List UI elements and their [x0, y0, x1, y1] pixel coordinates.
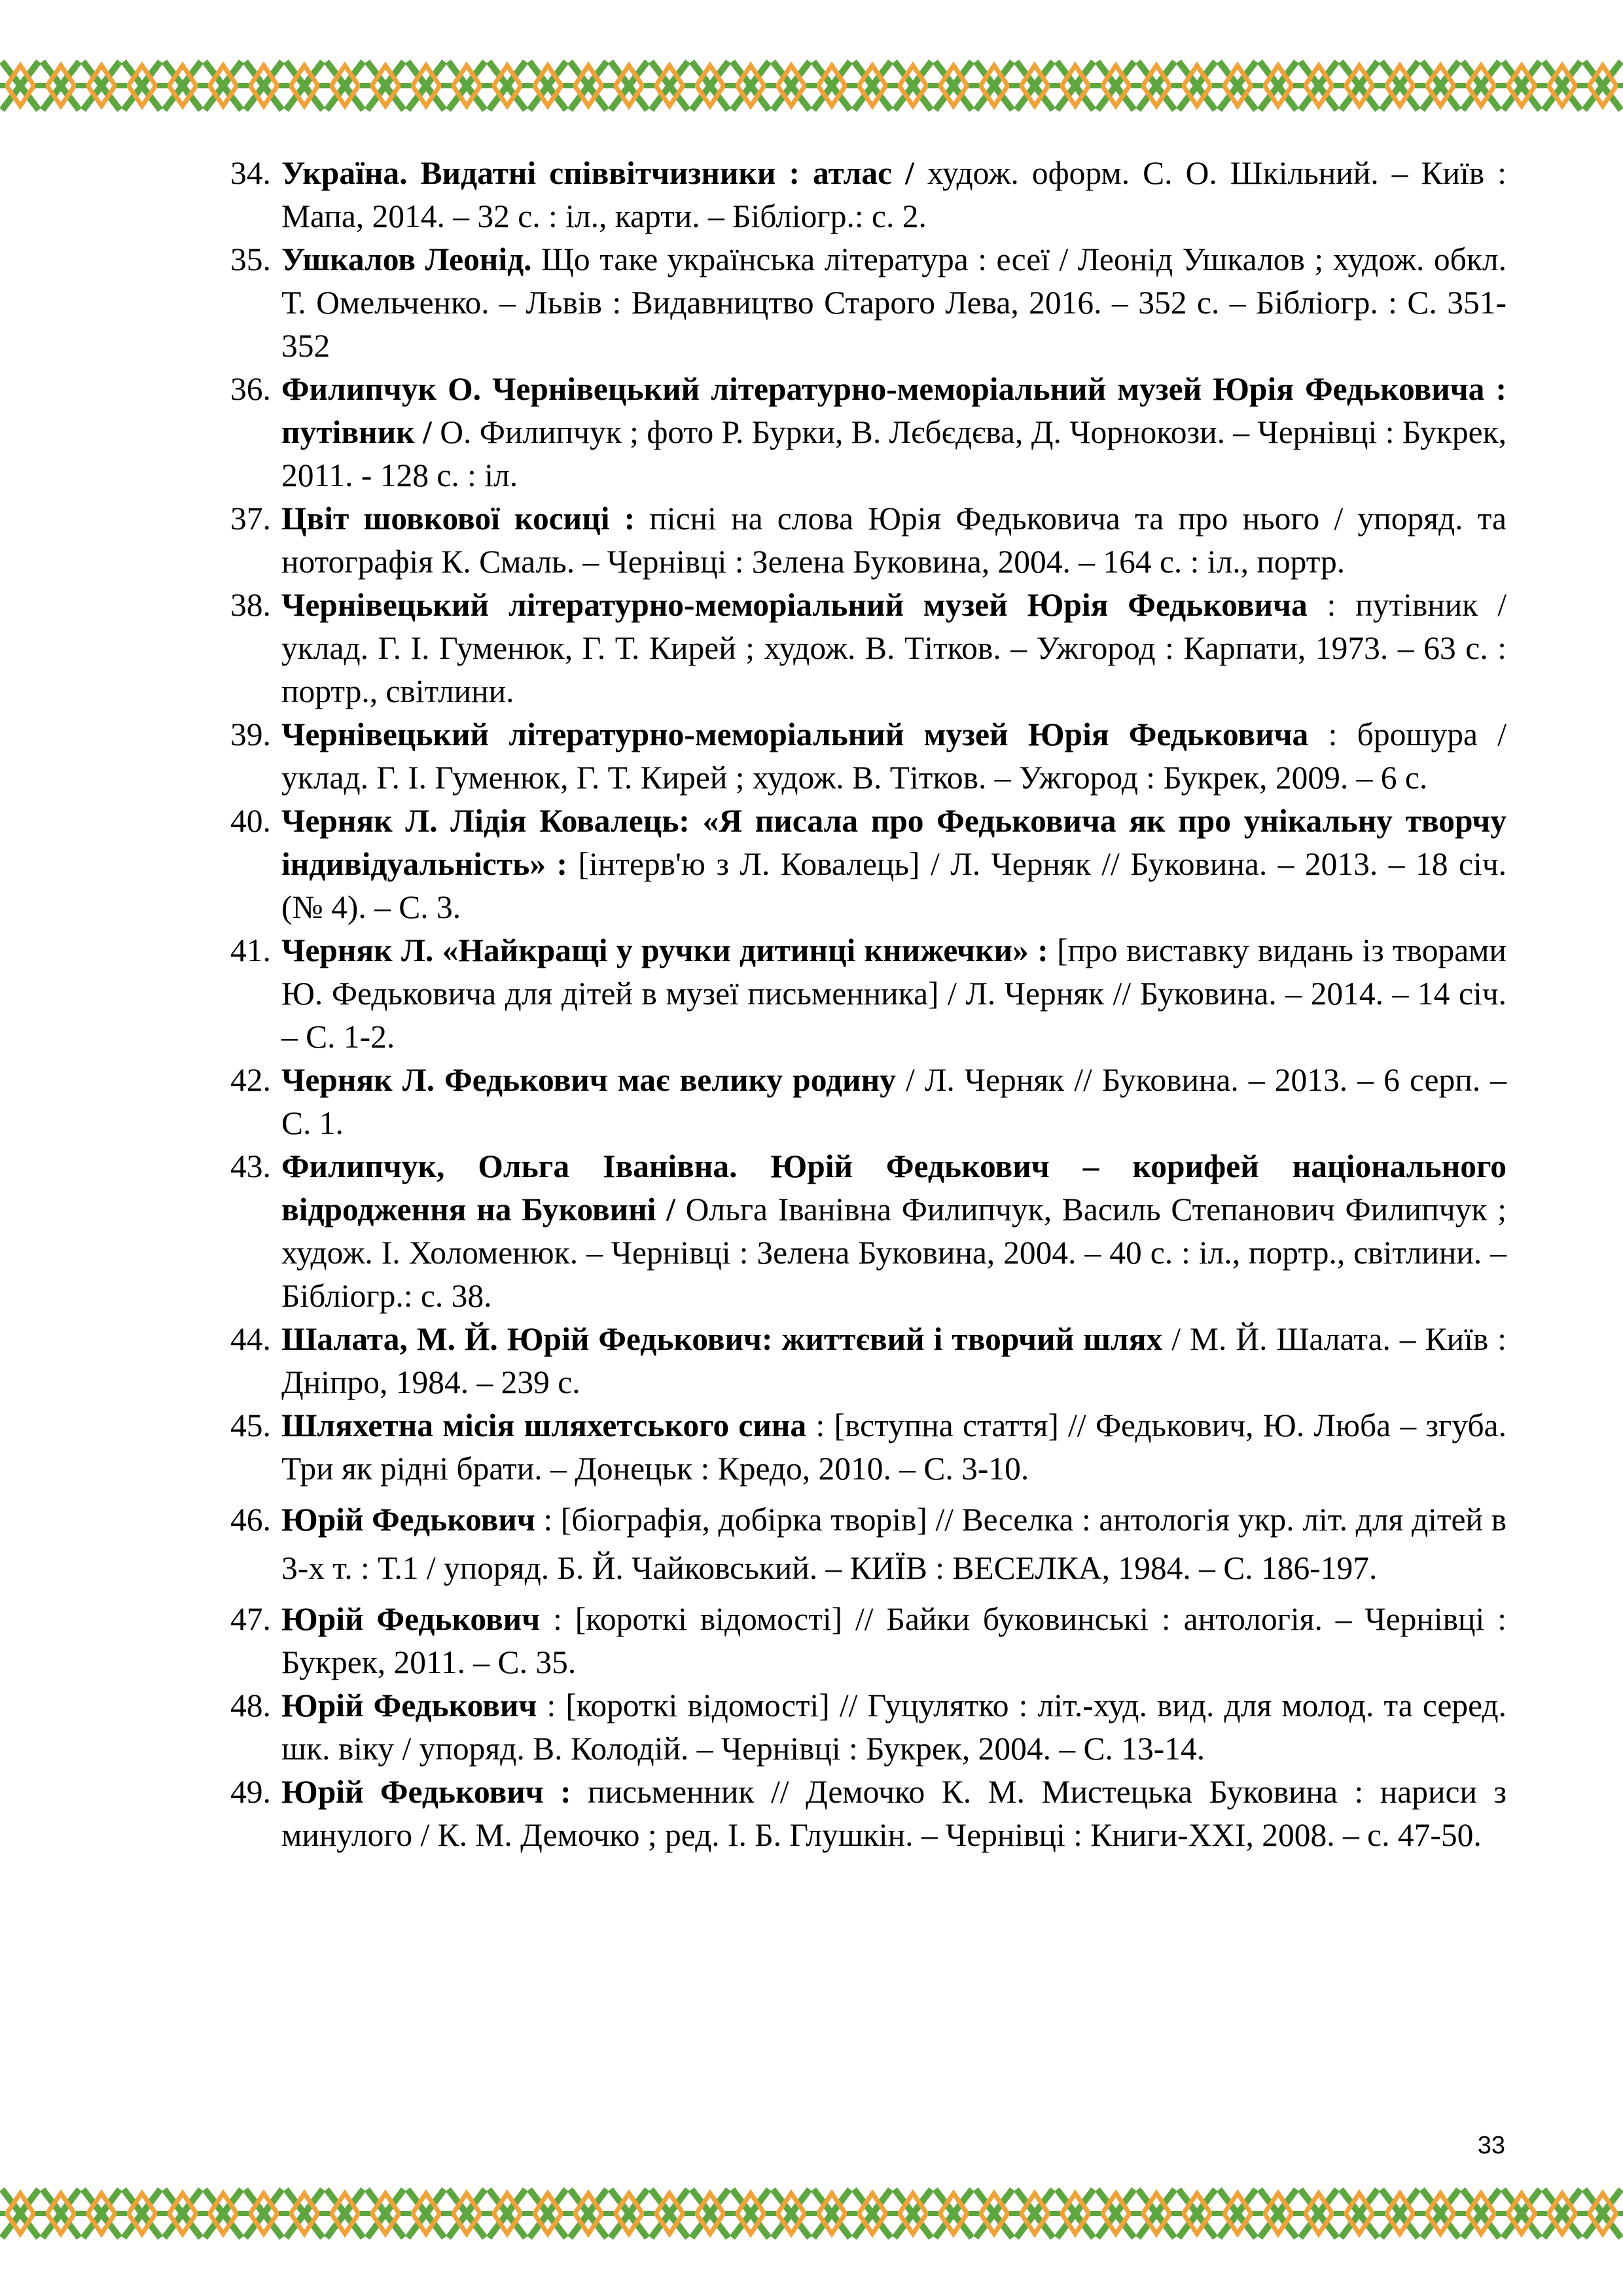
- bibliography-entry: [230, 1496, 1507, 1593]
- bibliography-entry: [230, 1771, 1507, 1857]
- entry-details: [про виставку видань із творами Ю. Федьковича для дітей в музеї письменника] / Л. Черняк // Буковина. – 2014. – 14 січ. – С. 1-2.: [281, 932, 1507, 1055]
- entry-title: Цвіт шовкової косиці :: [281, 501, 635, 537]
- entry-details: худож. оформ. С. О. Шкільний. – Київ : Мапа, 2014. – 32 с. : іл., карти. – Бібліогр.: с. 2.: [281, 155, 1507, 234]
- entry-number: 34.: [230, 155, 271, 191]
- entry-details: О. Филипчук ; фото Р. Бурки, В. Лєбєдєва, Д. Чорнокози. – Чернівці : Букрек, 2011. - 128 с. : іл.: [281, 414, 1507, 493]
- entry-number: 36.: [230, 371, 271, 407]
- entry-number: 41.: [230, 932, 271, 968]
- page-number: 33: [1477, 2132, 1505, 2159]
- bibliography-entry: [230, 152, 1507, 238]
- entry-details: Ольга Іванівна Филипчук, Василь Степанович Филипчук ; худож. І. Холоменюк. – Чернівці : Зелена Буковина, 2004. – 40 с. : іл., портр., світлини. – Бібліогр.: с. 38.: [281, 1192, 1507, 1314]
- ornamental-border-bottom: [0, 2185, 1623, 2242]
- bibliography-entry: [230, 1684, 1507, 1771]
- entry-number: 42.: [230, 1062, 271, 1098]
- ornamental-border-top: [0, 58, 1623, 114]
- entry-title: Юрій Федькович: [281, 1687, 537, 1723]
- entry-title: Чернівецький літературно-меморіальний музей Юрія Федьковича: [281, 716, 1309, 752]
- entry-number: 43.: [230, 1148, 271, 1184]
- bibliography-entry: [230, 497, 1507, 584]
- bibliography-entry: [230, 1145, 1507, 1318]
- bibliography-entry: [230, 1598, 1507, 1684]
- bibliography-list: [230, 152, 1507, 1857]
- entry-number: 38.: [230, 587, 271, 623]
- bibliography-entry: [230, 584, 1507, 713]
- entry-title: Шляхетна місія шляхетського сина: [281, 1407, 807, 1443]
- entry-details: / М. Й. Шалата. – Київ : Дніпро, 1984. – 239 с.: [281, 1321, 1507, 1400]
- bibliography-entry: [230, 800, 1507, 929]
- entry-title: Черняк Л. Лідія Ковалець: «Я писала про Федьковича як про унікальну творчу індивідуальність» :: [281, 803, 1507, 882]
- entry-details: : [короткі відомості] // Гуцулятко : літ.-худ. вид. для молод. та серед. шк. віку / упоряд. В. Колодій. – Чернівці : Букрек, 2004. – С. 13-14.: [281, 1687, 1507, 1767]
- entry-details: : путівник / уклад. Г. І. Гуменюк, Г. Т. Кирей ; худож. В. Тітков. – Ужгород : Карпати, 1973. – 63 с. : портр., світлини.: [281, 587, 1507, 709]
- entry-details: : брошура / уклад. Г. І. Гуменюк, Г. Т. Кирей ; худож. В. Тітков. – Ужгород : Букрек, 2009. – 6 с.: [281, 716, 1507, 796]
- bibliography-entry: [230, 1059, 1507, 1145]
- bibliography-entry: [230, 1404, 1507, 1491]
- entry-details: : [вступна стаття] // Федькович, Ю. Люба – згуба. Три як рідні брати. – Донецьк : Кредо, 2010. – С. 3-10.: [281, 1407, 1507, 1487]
- entry-title: Чернівецький літературно-меморіальний музей Юрія Федьковича: [281, 587, 1308, 623]
- entry-number: 39.: [230, 716, 271, 752]
- bibliography-entry: [230, 929, 1507, 1059]
- entry-details: пісні на слова Юрія Федьковича та про нього / упоряд. та нотографія К. Смаль. – Чернівці : Зелена Буковина, 2004. – 164 с. : іл., портр.: [281, 501, 1507, 580]
- entry-number: 40.: [230, 803, 271, 839]
- entry-title: Україна. Видатні співвітчизники : атлас /: [281, 155, 914, 191]
- entry-number: 46.: [230, 1502, 271, 1538]
- bibliography-entry: [230, 368, 1507, 497]
- entry-title: Юрій Федькович: [281, 1601, 541, 1637]
- bibliography-entry: [230, 238, 1507, 368]
- entry-number: 44.: [230, 1321, 271, 1357]
- entry-title: Юрій Федькович: [281, 1502, 535, 1538]
- entry-details: : [біографія, добірка творів] // Веселка : антологія укр. літ. для дітей в 3-х т. : Т.1 / упоряд. Б. Й. Чайковський. – КИЇВ : ВЕСЕЛКА, 1984. – С. 186-197.: [281, 1502, 1507, 1586]
- bibliography-entry: [230, 1318, 1507, 1404]
- entry-title: Черняк Л. «Найкращі у ручки дитинці книжечки» :: [281, 932, 1048, 968]
- entry-title: Черняк Л. Федькович має велику родину: [281, 1062, 896, 1098]
- entry-number: 48.: [230, 1687, 271, 1723]
- entry-details: [інтерв'ю з Л. Ковалець] / Л. Черняк // Буковина. – 2013. – 18 січ. (№ 4). – С. 3.: [281, 846, 1507, 925]
- bibliography-entry: [230, 713, 1507, 800]
- entry-number: 35.: [230, 241, 271, 277]
- entry-details: Що таке українська література : есеї / Леонід Ушкалов ; худож. обкл. Т. Омельченко. – Львів : Видавництво Старого Лева, 2016. – 352 с. – Бібліогр. : С. 351-352: [281, 241, 1507, 364]
- entry-number: 45.: [230, 1407, 271, 1443]
- entry-title: Ушкалов Леонід.: [281, 241, 532, 277]
- entry-details: / Л. Черняк // Буковина. – 2013. – 6 серп. – С. 1.: [281, 1062, 1507, 1141]
- entry-title: Шалата, М. Й. Юрій Федькович: життєвий і творчий шлях: [281, 1321, 1163, 1357]
- entry-title: Филипчук, Ольга Іванівна. Юрій Федькович – корифей національного відродження на Буковині /: [281, 1148, 1507, 1227]
- entry-details: письменник // Демочко К. М. Мистецька Буковина : нариси з минулого / К. М. Демочко ; ред. І. Б. Глушкін. – Чернівці : Книги-ХХІ, 2008. – с. 47-50.: [281, 1774, 1507, 1853]
- entry-number: 37.: [230, 501, 271, 537]
- entry-title: Юрій Федькович :: [281, 1774, 571, 1810]
- entry-title: Филипчук О. Чернівецький літературно-меморіальний музей Юрія Федьковича : путівник /: [281, 371, 1507, 450]
- entry-details: : [короткі відомості] // Байки буковинські : антологія. – Чернівці : Букрек, 2011. – С. 35.: [281, 1601, 1507, 1680]
- entry-number: 49.: [230, 1774, 271, 1810]
- entry-number: 47.: [230, 1601, 271, 1637]
